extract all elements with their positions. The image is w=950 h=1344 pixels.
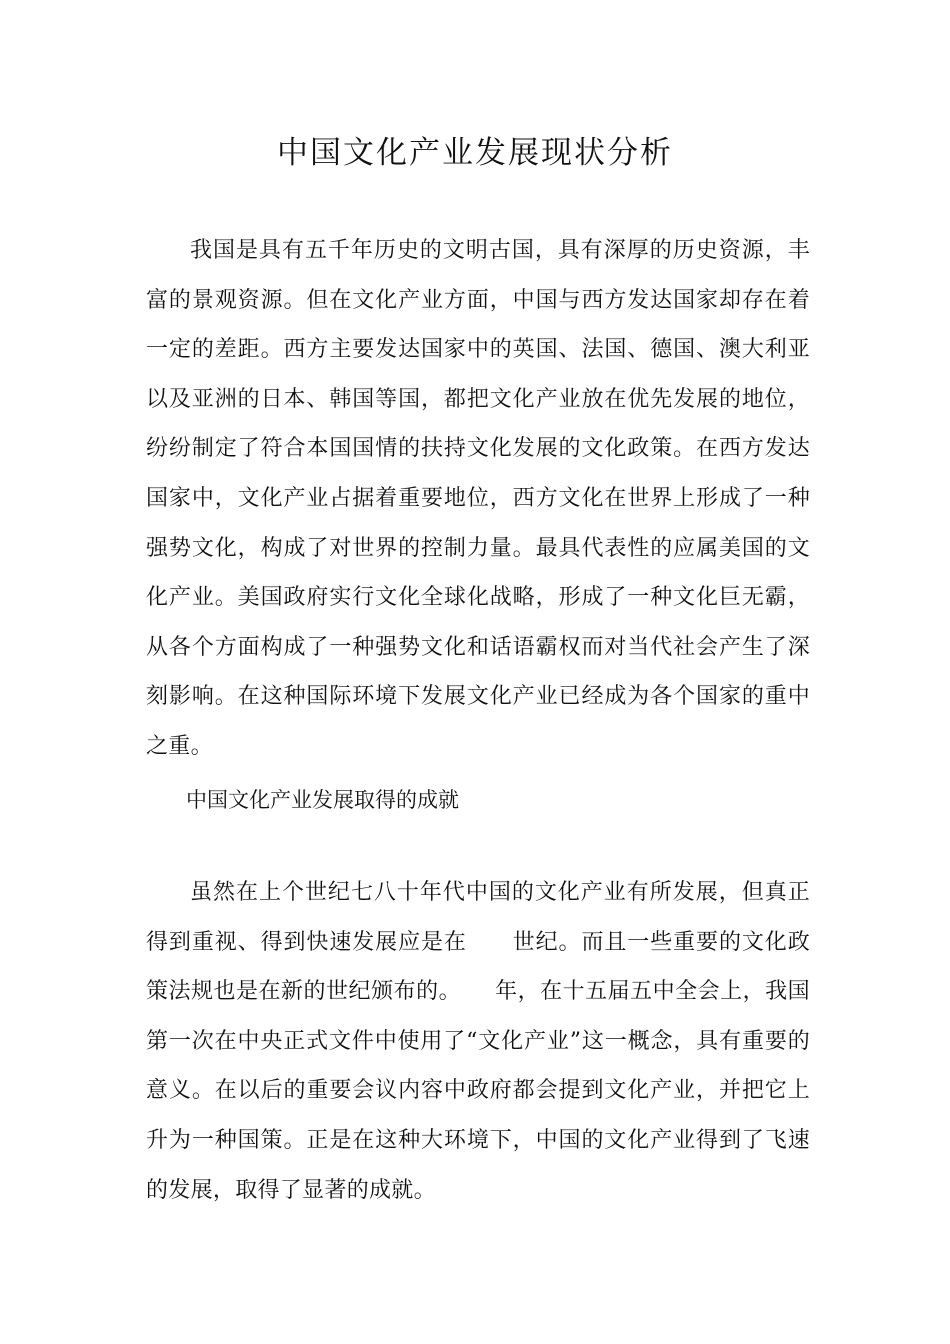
document-title: 中国文化产业发展现状分析 [277,134,673,171]
section-heading: 中国文化产业发展取得的成就 [186,788,459,812]
achievements-paragraph: 虽然在上个世纪七八十年代中国的文化产业有所发展，但真正得到重视、得到快速发展应是在 世纪。而且一些重要的文化政策法规也是在新的世纪颁布的。 年，在十五届五中全会上，我国第一次在中央正式文件中使用了“文化产业”这一概念，具有重要的意义。在以后的重要会议内容中政府都会提到文化产业，并把它上升为一种国策。正是在这种大环境下，中国的文化产业得到了飞速的发展，取得了显著的成就。 [146,880,810,1203]
intro-paragraph: 我国是具有五千年历史的文明古国，具有深厚的历史资源，丰富的景观资源。但在文化产业方面，中国与西方发达国家却存在着一定的差距。西方主要发达国家中的英国、法国、德国、澳大利亚以及亚洲的日本、韩国等国，都把文化产业放在优先发展的地位，纷纷制定了符合本国国情的扶持文化发展的文化政策。在西方发达国家中，文化产业占据着重要地位，西方文化在世界上形成了一种强势文化，构成了对世界的控制力量。最具代表性的应属美国的文化产业。美国政府实行文化全球化战略，形成了一种文化巨无霸，从各个方面构成了一种强势文化和话语霸权而对当代社会产生了深刻影响。在这种国际环境下发展文化产业已经成为各个国家的重中之重。 [146,238,810,759]
